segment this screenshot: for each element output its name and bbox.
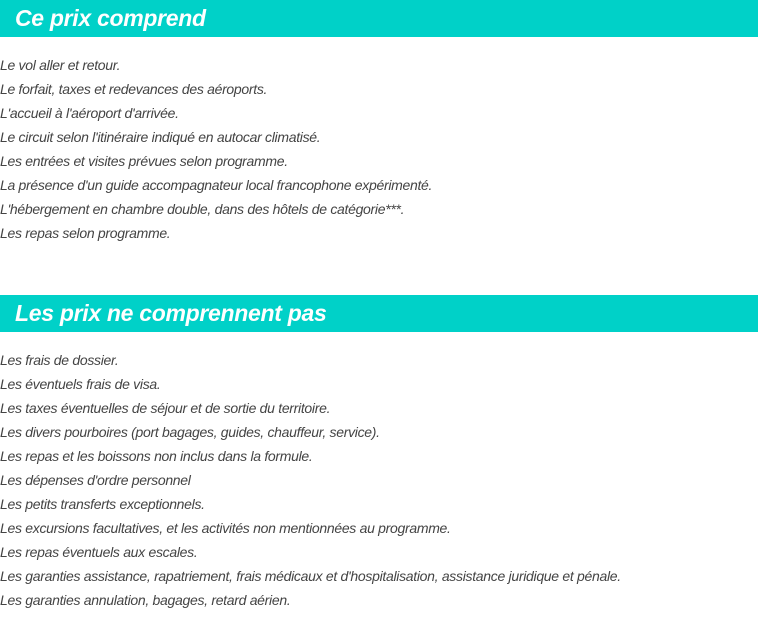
included-section-title: Ce prix comprend	[0, 0, 758, 37]
included-item: Les repas selon programme.	[0, 225, 171, 241]
excluded-item: Les éventuels frais de visa.	[0, 376, 161, 392]
excluded-items-list	[0, 348, 621, 612]
excluded-item: Les repas éventuels aux escales.	[0, 544, 198, 560]
excluded-section-title: Les prix ne comprennent pas	[0, 295, 758, 332]
included-item: Le vol aller et retour.	[0, 57, 121, 73]
included-item: La présence d'un guide accompagnateur local francophone expérimenté.	[0, 177, 433, 193]
included-item: L'accueil à l'aéroport d'arrivée.	[0, 105, 179, 121]
included-items-list	[0, 53, 432, 245]
excluded-item: Les taxes éventuelles de séjour et de sortie du territoire.	[0, 400, 331, 416]
excluded-item: Les repas et les boissons non inclus dans la formule.	[0, 448, 313, 464]
included-item: L'hébergement en chambre double, dans des hôtels de catégorie***.	[0, 201, 405, 217]
excluded-item: Les excursions facultatives, et les activités non mentionnées au programme.	[0, 520, 451, 536]
excluded-item: Les petits transferts exceptionnels.	[0, 496, 205, 512]
excluded-item: Les frais de dossier.	[0, 352, 119, 368]
excluded-item: Les garanties annulation, bagages, retard aérien.	[0, 592, 291, 608]
excluded-item: Les dépenses d'ordre personnel	[0, 472, 191, 488]
included-item: Le circuit selon l'itinéraire indiqué en autocar climatisé.	[0, 129, 321, 145]
excluded-item: Les divers pourboires (port bagages, guides, chauffeur, service).	[0, 424, 380, 440]
excluded-item: Les garanties assistance, rapatriement, frais médicaux et d'hospitalisation, assistance juridique et pénale.	[0, 568, 621, 584]
included-item: Le forfait, taxes et redevances des aéroports.	[0, 81, 268, 97]
included-item: Les entrées et visites prévues selon programme.	[0, 153, 288, 169]
